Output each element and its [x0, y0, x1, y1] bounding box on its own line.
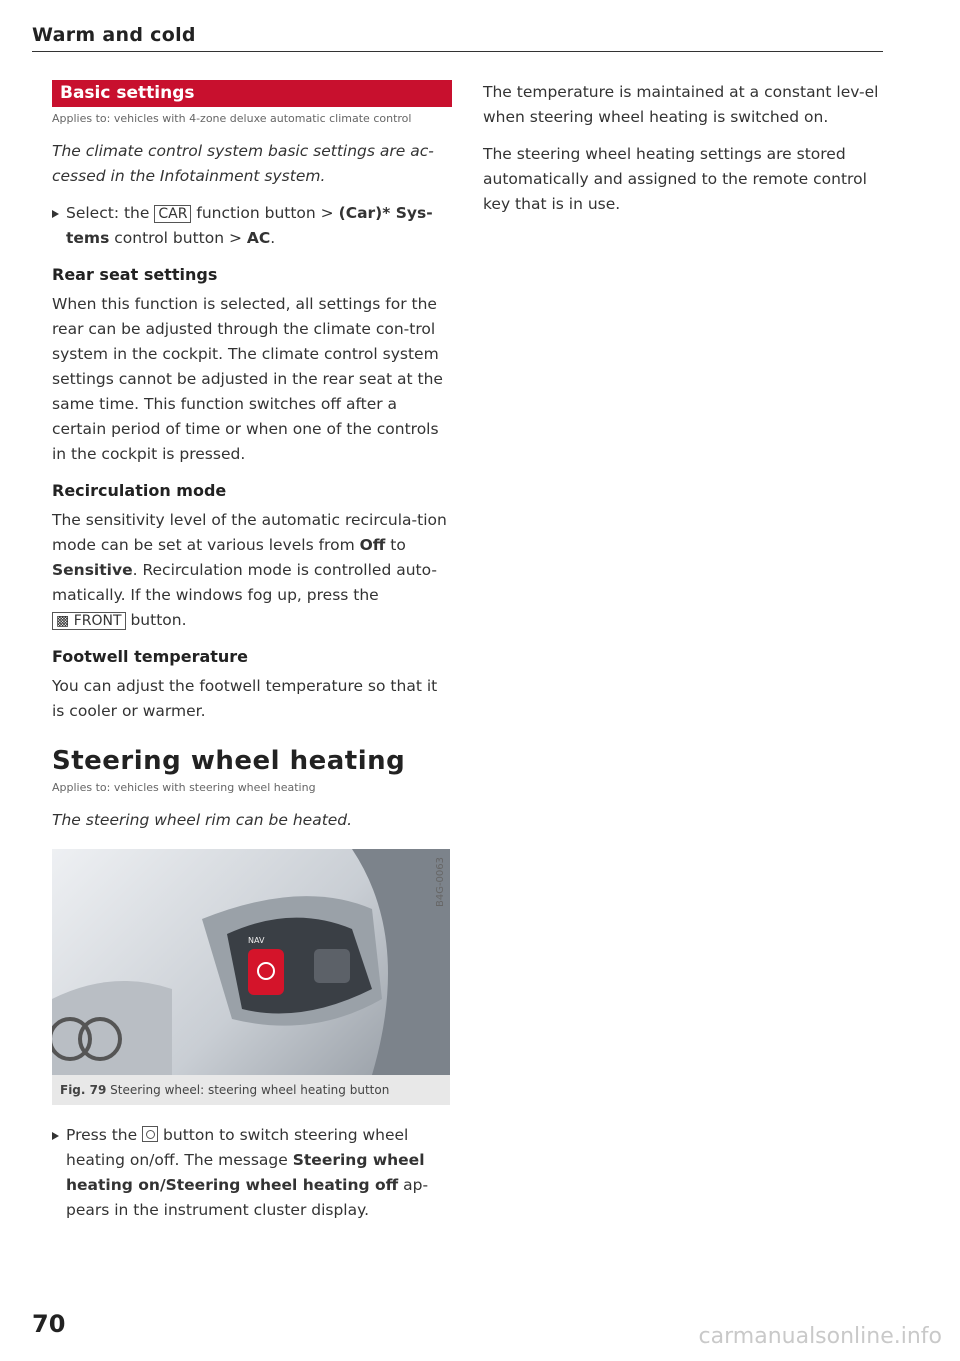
figure-label: Fig. 79	[60, 1083, 107, 1097]
steering-step-prefix: Press the	[66, 1126, 138, 1144]
right-column	[483, 80, 883, 217]
figure-caption-text: Steering wheel: steering wheel heating button	[110, 1083, 390, 1097]
recirc-off: Off	[359, 536, 386, 554]
recirc-text-d: button.	[130, 611, 187, 629]
watermark: carmanualsonline.info	[698, 1324, 942, 1349]
steering-wheel-illustration	[52, 849, 450, 1075]
steering-step-mid: button to switch steering wheel heating on/off. The message	[66, 1126, 409, 1169]
header-divider	[32, 51, 883, 52]
rear-seat-body: When this function is selected, all settings for the rear can be adjusted through the climate con-trol system in the cockpit. The climate control system settings cannot be adjusted in the rear seat at the same time. This function switches off after a certain period of time or when one of the controls in the cockpit is pressed.	[52, 295, 443, 463]
footwell-heading: Footwell temperature	[52, 647, 249, 666]
front-defrost-key: ▩ FRONT	[52, 612, 126, 630]
step-bold-systems: (Car)* Sys-tems	[66, 204, 433, 247]
heating-button-icon	[142, 1126, 158, 1142]
steering-step-end: ap-pears in the instrument cluster display.	[66, 1176, 429, 1219]
scroll-wheel[interactable]	[314, 949, 350, 983]
basic-settings-step	[52, 201, 452, 251]
right-paragraph-2: The steering wheel heating settings are stored automatically and assigned to the remote control key that is in use.	[483, 145, 867, 213]
basic-settings-intro: The climate control system basic settings are ac-cessed in the Infotainment system.	[52, 142, 434, 185]
steering-intro: The steering wheel rim can be heated.	[52, 811, 353, 829]
recirc-text-a: The sensitivity level of the automatic recircula-tion mode can be set at various levels from	[52, 511, 447, 554]
front-key-label: FRONT	[73, 613, 122, 629]
basic-settings-applies: Applies to: vehicles with 4-zone deluxe automatic climate control	[52, 112, 412, 125]
recirc-text-c: . Recirculation mode is controlled auto-matically. If the windows fog up, press the	[52, 561, 437, 604]
recirculation-heading: Recirculation mode	[52, 481, 227, 500]
steering-wheel-figure	[52, 849, 450, 1075]
nav-label: NAV	[248, 936, 265, 945]
steering-applies: Applies to: vehicles with steering wheel heating	[52, 781, 316, 794]
car-key: CAR	[154, 205, 191, 223]
right-paragraph-1: The temperature is maintained at a constant lev-el when steering wheel heating is switched on.	[483, 83, 879, 126]
basic-settings-heading: Basic settings	[52, 80, 452, 107]
footwell-body: You can adjust the footwell temperature so that it is cooler or warmer.	[52, 677, 438, 720]
recirc-sensitive: Sensitive	[52, 561, 133, 579]
figure-code: B4G-0063	[435, 857, 446, 908]
step-bold-ac: AC	[246, 229, 271, 247]
recirc-text-b: to	[390, 536, 406, 554]
figure-caption	[52, 1075, 450, 1105]
step-end: .	[270, 229, 276, 247]
heating-button[interactable]	[248, 949, 284, 995]
step-mid2: control button >	[114, 229, 242, 247]
steering-step	[52, 1123, 452, 1223]
step-prefix: Select: the	[66, 204, 150, 222]
recirculation-body	[52, 508, 452, 633]
steering-wheel-heading: Steering wheel heating	[52, 746, 406, 776]
rear-seat-heading: Rear seat settings	[52, 265, 218, 284]
page-number: 70	[32, 1310, 66, 1338]
section-header-title: Warm and cold	[32, 24, 196, 46]
left-column	[52, 80, 452, 1223]
steering-step-bold: Steering wheel heating on/Steering wheel heating off	[66, 1151, 425, 1194]
step-mid: function button >	[196, 204, 334, 222]
